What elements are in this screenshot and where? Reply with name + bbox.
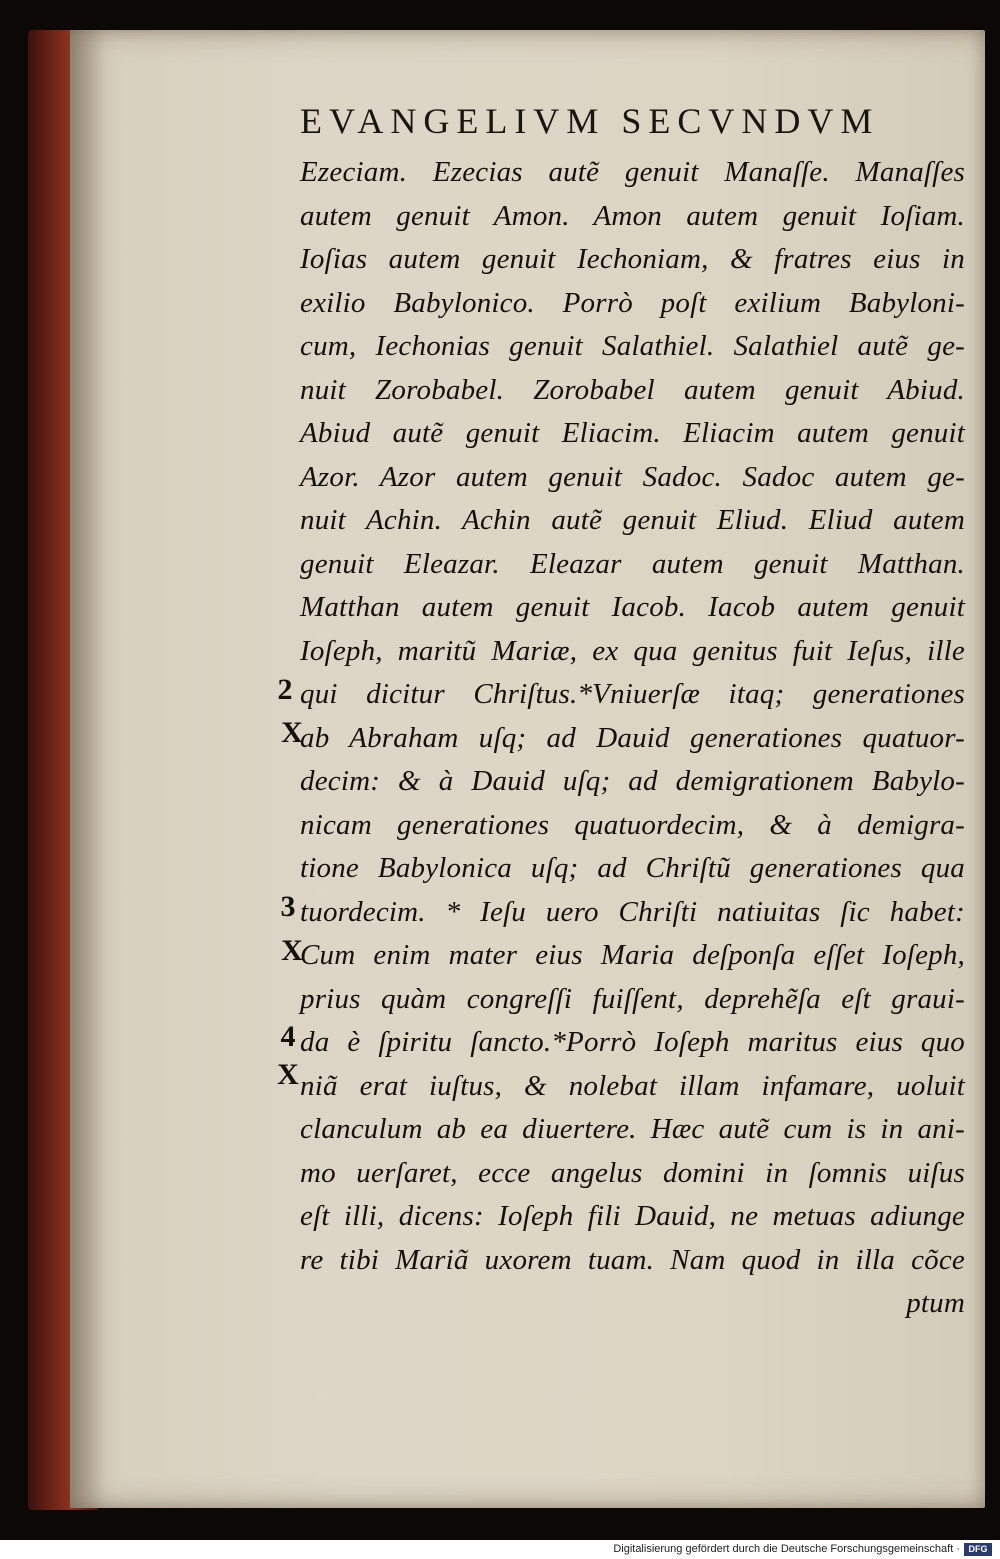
text-line: nicam generationes quatuordecim, & à demigra-: [300, 809, 965, 841]
text-line: autem genuit Amon. Amon autem genuit Ioſiam.: [300, 200, 965, 232]
text-line: tuordecim. * Ieſu uero Chriſti natiuitas ſic habet:: [300, 896, 965, 928]
running-head: EVANGELIVM SECVNDVM: [300, 101, 880, 141]
funding-credit: Digitalisierung gefördert durch die Deutsche Forschungsgemeinschaft ·: [613, 1543, 960, 1555]
text-line: exilio Babylonico. Porrò poſt exilium Babyloni-: [300, 287, 965, 319]
text-line: Cum enim mater eius Maria deſponſa eſſet Ioſeph,: [300, 939, 965, 971]
text-line: Ioſias autem genuit Iechoniam, & fratres eius in: [300, 243, 965, 275]
text-line: genuit Eleazar. Eleazar autem genuit Matthan.: [300, 548, 965, 580]
text-line: clanculum ab ea diuertere. Hæc autẽ cum is in ani-: [300, 1113, 965, 1145]
verse-number-3: 3: [280, 890, 296, 923]
text-line: ab Abraham uſq; ad Dauid generationes quatuor-: [300, 722, 965, 754]
text-line: Ezeciam. Ezecias autẽ genuit Manaſſe. Manaſſes: [300, 156, 965, 188]
verse-cross-mark: X: [281, 934, 303, 967]
verse-cross-mark: X: [281, 716, 303, 749]
dfg-logo: DFG: [964, 1543, 992, 1556]
text-line: nuit Achin. Achin autẽ genuit Eliud. Eliud autem: [300, 504, 965, 536]
verse-cross-mark: X: [277, 1058, 299, 1091]
text-line: cum, Iechonias genuit Salathiel. Salathiel autẽ ge-: [300, 330, 965, 362]
text-line: re tibi Mariã uxorem tuam. Nam quod in illa cõce: [300, 1244, 965, 1276]
text-line: niã erat iuſtus, & nolebat illam infamare, uoluit: [300, 1070, 965, 1102]
verse-number-2: 2: [277, 673, 293, 706]
text-line: qui dicitur Chriſtus.*Vniuerſæ itaq; generationes: [300, 678, 965, 710]
text-line: Matthan autem genuit Iacob. Iacob autem genuit: [300, 591, 965, 623]
text-line: Azor. Azor autem genuit Sadoc. Sadoc autem ge-: [300, 461, 965, 493]
verse-number-4: 4: [280, 1020, 296, 1053]
text-line: tione Babylonica uſq; ad Chriſtũ generationes qua: [300, 852, 965, 884]
catchword: ptum: [906, 1287, 965, 1319]
text-line: prius quàm congreſſi fuiſſent, deprehẽſa eſt graui-: [300, 983, 965, 1015]
text-line: Abiud autẽ genuit Eliacim. Eliacim autem genuit: [300, 417, 965, 449]
attribution-footer: [0, 1540, 1000, 1559]
text-line: decim: & à Dauid uſq; ad demigrationem Babylo-: [300, 765, 965, 797]
text-line: eſt illi, dicens: Ioſeph fili Dauid, ne metuas adiunge: [300, 1200, 965, 1232]
text-line: Ioſeph, maritũ Mariæ, ex qua genitus fuit Ieſus, ille: [300, 635, 965, 667]
text-line: da è ſpiritu ſancto.*Porrò Ioſeph maritus eius quo: [300, 1026, 965, 1058]
text-line: mo uerſaret, ecce angelus domini in ſomnis uiſus: [300, 1157, 965, 1189]
text-line: nuit Zorobabel. Zorobabel autem genuit Abiud.: [300, 374, 965, 406]
